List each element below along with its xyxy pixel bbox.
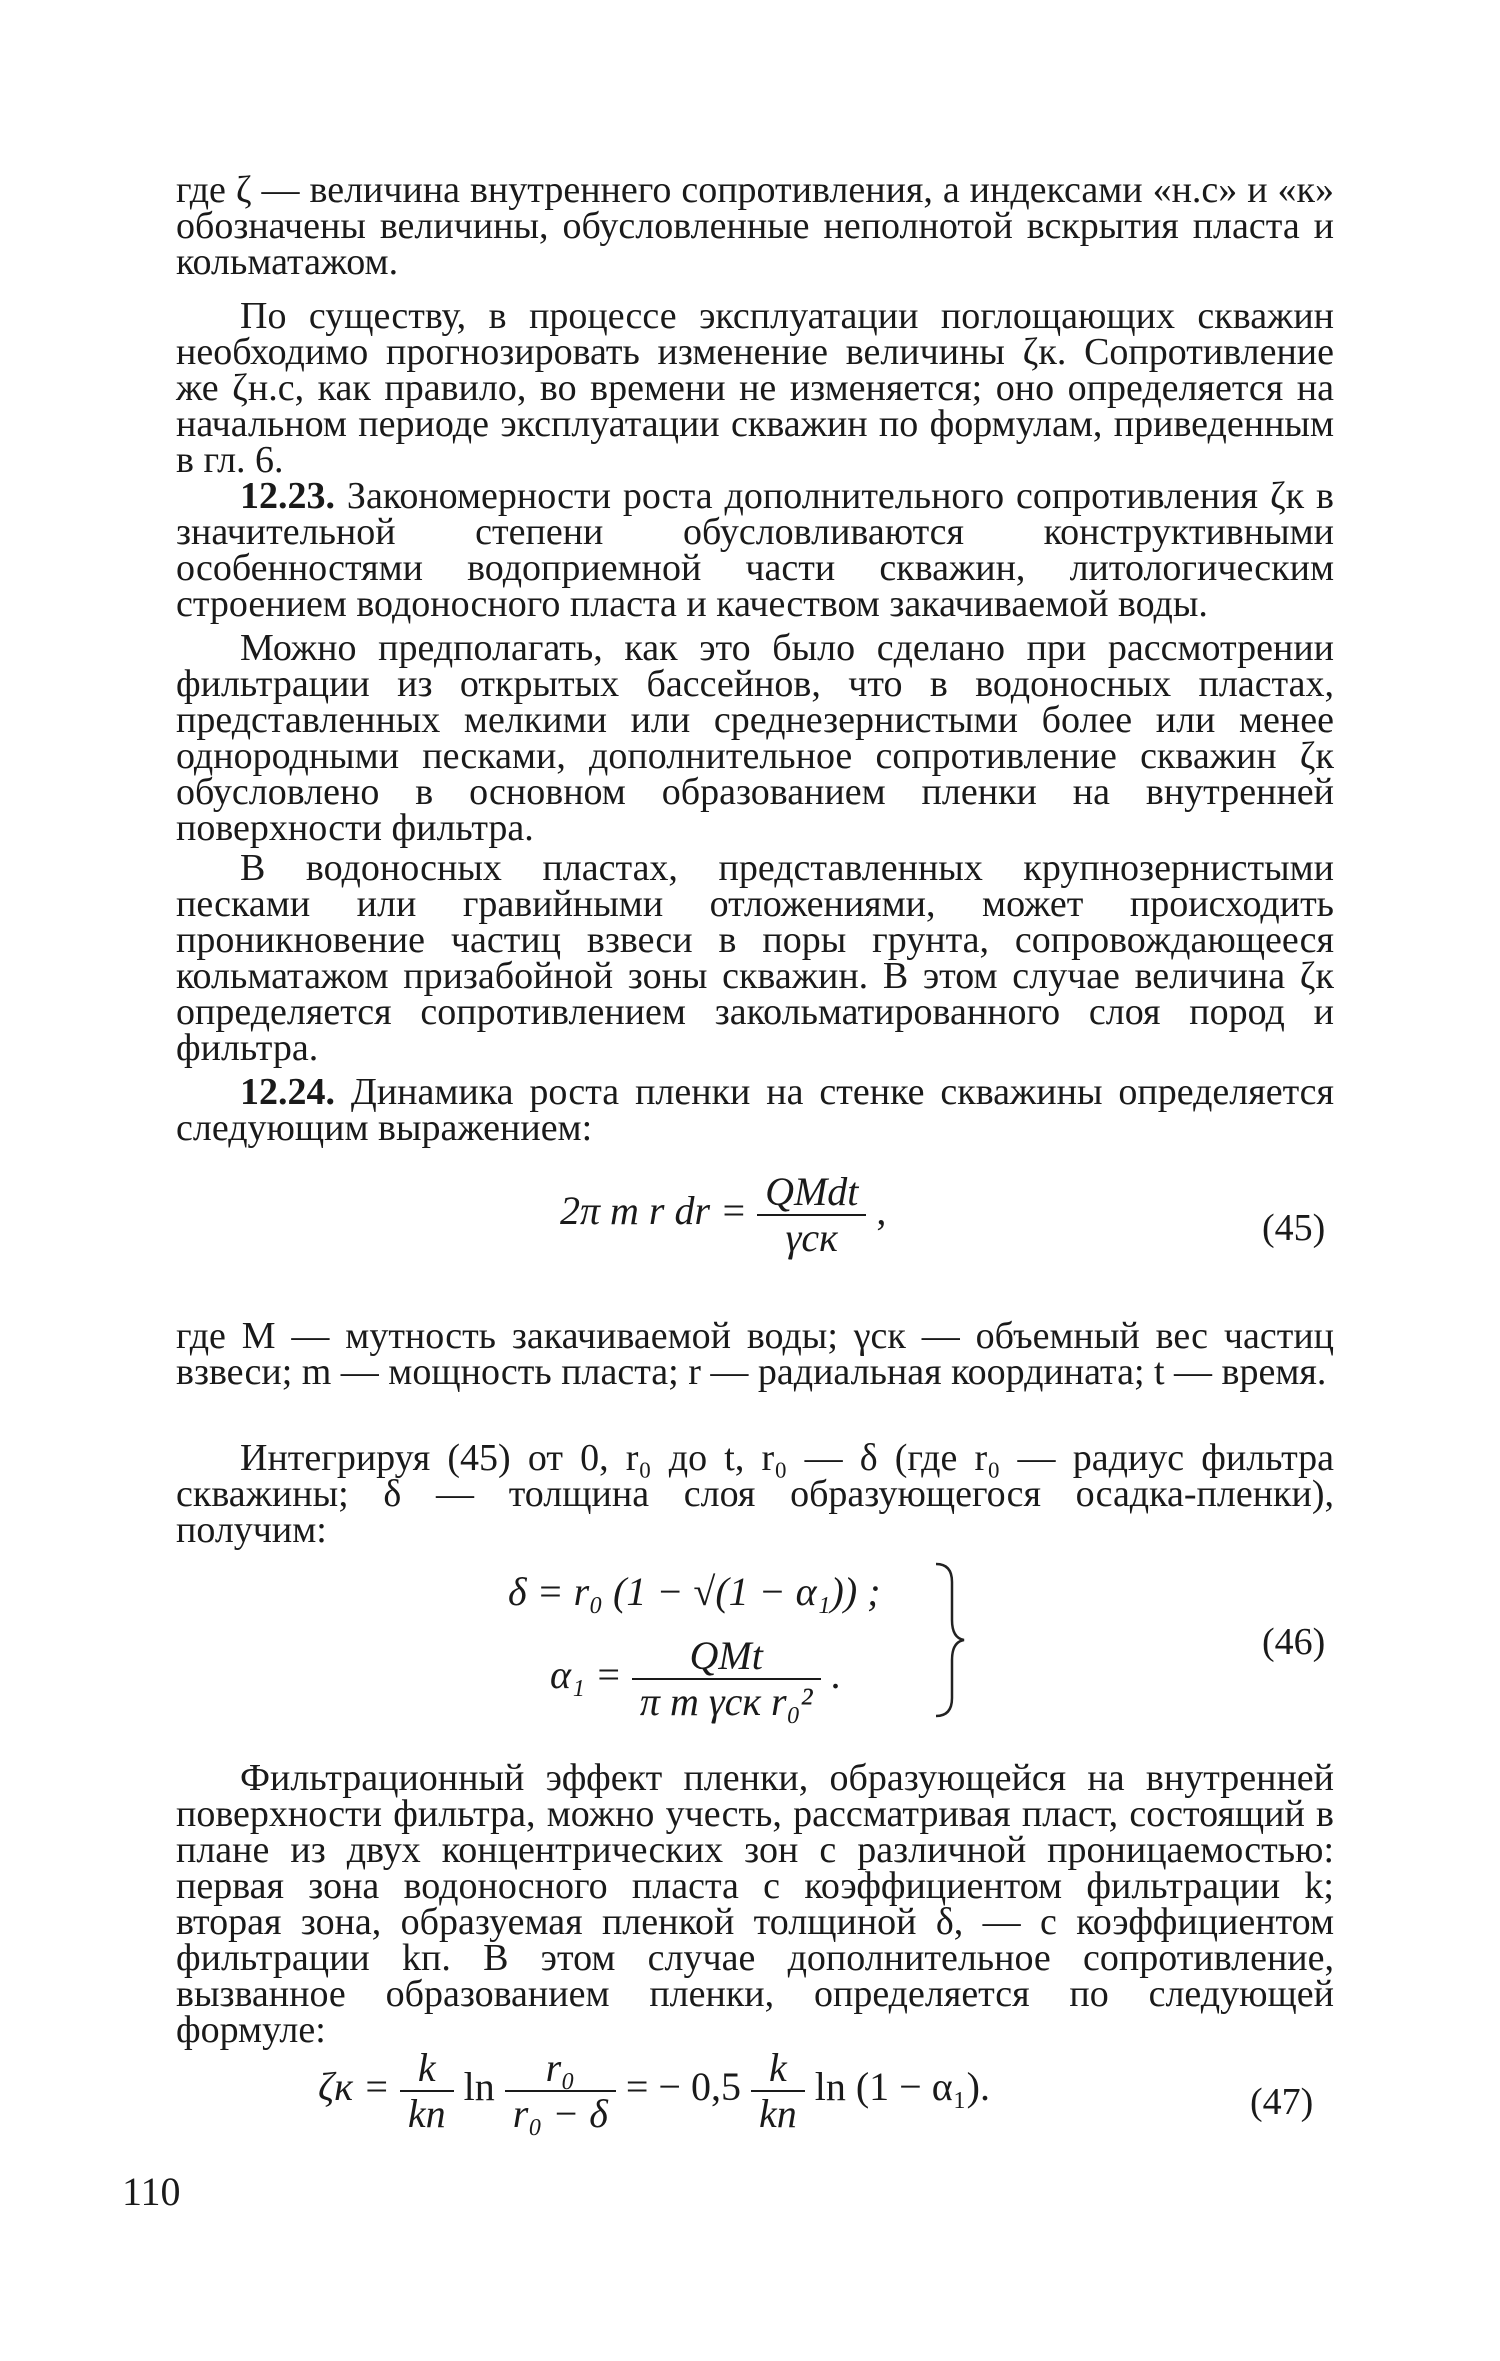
paragraph-7: где M — мутность закачиваемой воды; γск — объемный вес частиц взвеси; m — мощность пласта; r — радиальная координата; t — время. (176, 1315, 1334, 1393)
equation-47-label: (47) (1250, 2081, 1314, 2123)
paragraph-9: Фильтрационный эффект пленки, образующейся на внутренней поверхности фильтра, можно учесть, рассматривая пласт, состоящий в плане из двух концентрических зон с различной проницаемостью: первая зона водоносного пласта с коэффициентом фильтрации k; вторая зона, образуемая пленкой толщиной δ, — с коэффициентом фильтрации kп. В этом случае дополнительное сопротивление, вызванное образованием пленки, определяется по следующей формуле: (176, 1757, 1334, 2051)
paragraph-1: где ζ — величина внутреннего сопротивления, а индексами «н.с» и «к» обозначены величины, обусловленные неполнотой вскрытия пласта и кольматажом. (176, 169, 1334, 283)
equation-45-label: (45) (1262, 1207, 1326, 1249)
section-number: 12.23. (240, 475, 335, 517)
section-12-24: 12.24. Динамика роста пленки на стенке скважины определяется следующим выражением: (176, 1071, 1335, 1149)
right-brace-icon (930, 1560, 970, 1720)
equation-46-label: (46) (1262, 1621, 1326, 1663)
paragraph-4: Можно предполагать, как это было сделано при рассмотрении фильтрации из открытых бассейнов, что в водоносных пластах, представленных мелкими или среднезернистыми более или менее однородными песками, дополнительное сопротивление скважин ζк обусловлено в основном образованием пленки на внутренней поверхности фильтра. (176, 627, 1334, 849)
equation-45: 2π m r dr = $\frac{\text{QMdt}}{\text{γск}}$ , (560, 1169, 887, 1260)
paragraph-8: Интегрируя (45) от 0, r₀ до t, r₀ — δ (где r₀ — радиус фильтра скважины; δ — толщина слоя образующегося осадка-пленки), получим: (176, 1437, 1334, 1551)
page-number: 110 (122, 2169, 181, 2214)
equation-47: ζк = $\frac{k}{kп}$ ln $\frac{\text{r₀}}{\text{r₀ − δ}}$ = − 0,5 $\frac{k}{kп}$ ln (1 − α₁). (318, 2045, 990, 2136)
equation-46-line-1: δ = r₀ (1 − √(1 − α₁)) ; (508, 1569, 881, 1614)
paragraph-5: В водоносных пластах, представленных крупнозернистыми песками или гравийными отложениями, может происходить проникновение частиц взвеси в поры грунта, сопровождающееся кольматажом призабойной зоны скважин. В этом случае величина ζк определяется сопротивлением закольматированного слоя пород и фильтра. (176, 847, 1334, 1069)
equation-46-line-2: α₁ = $\frac{\text{QMt}}{\text{π m γск r₀²}}$ . (550, 1633, 841, 1724)
section-12-23: 12.23. Закономерности роста дополнительного сопротивления ζк в значительной степени обусловливаются конструктивными особенностями водоприемной части скважин, литологическим строением водоносного пласта и качеством закачиваемой воды. (176, 475, 1334, 625)
paragraph-2: По существу, в процессе эксплуатации поглощающих скважин необходимо прогнозировать изменение величины ζк. Сопротивление же ζн.с, как правило, во времени не изменяется; оно определяется на начальном периоде эксплуатации скважин по формулам, приведенным в гл. 6. (176, 295, 1334, 481)
section-number: 12.24. (240, 1071, 335, 1113)
